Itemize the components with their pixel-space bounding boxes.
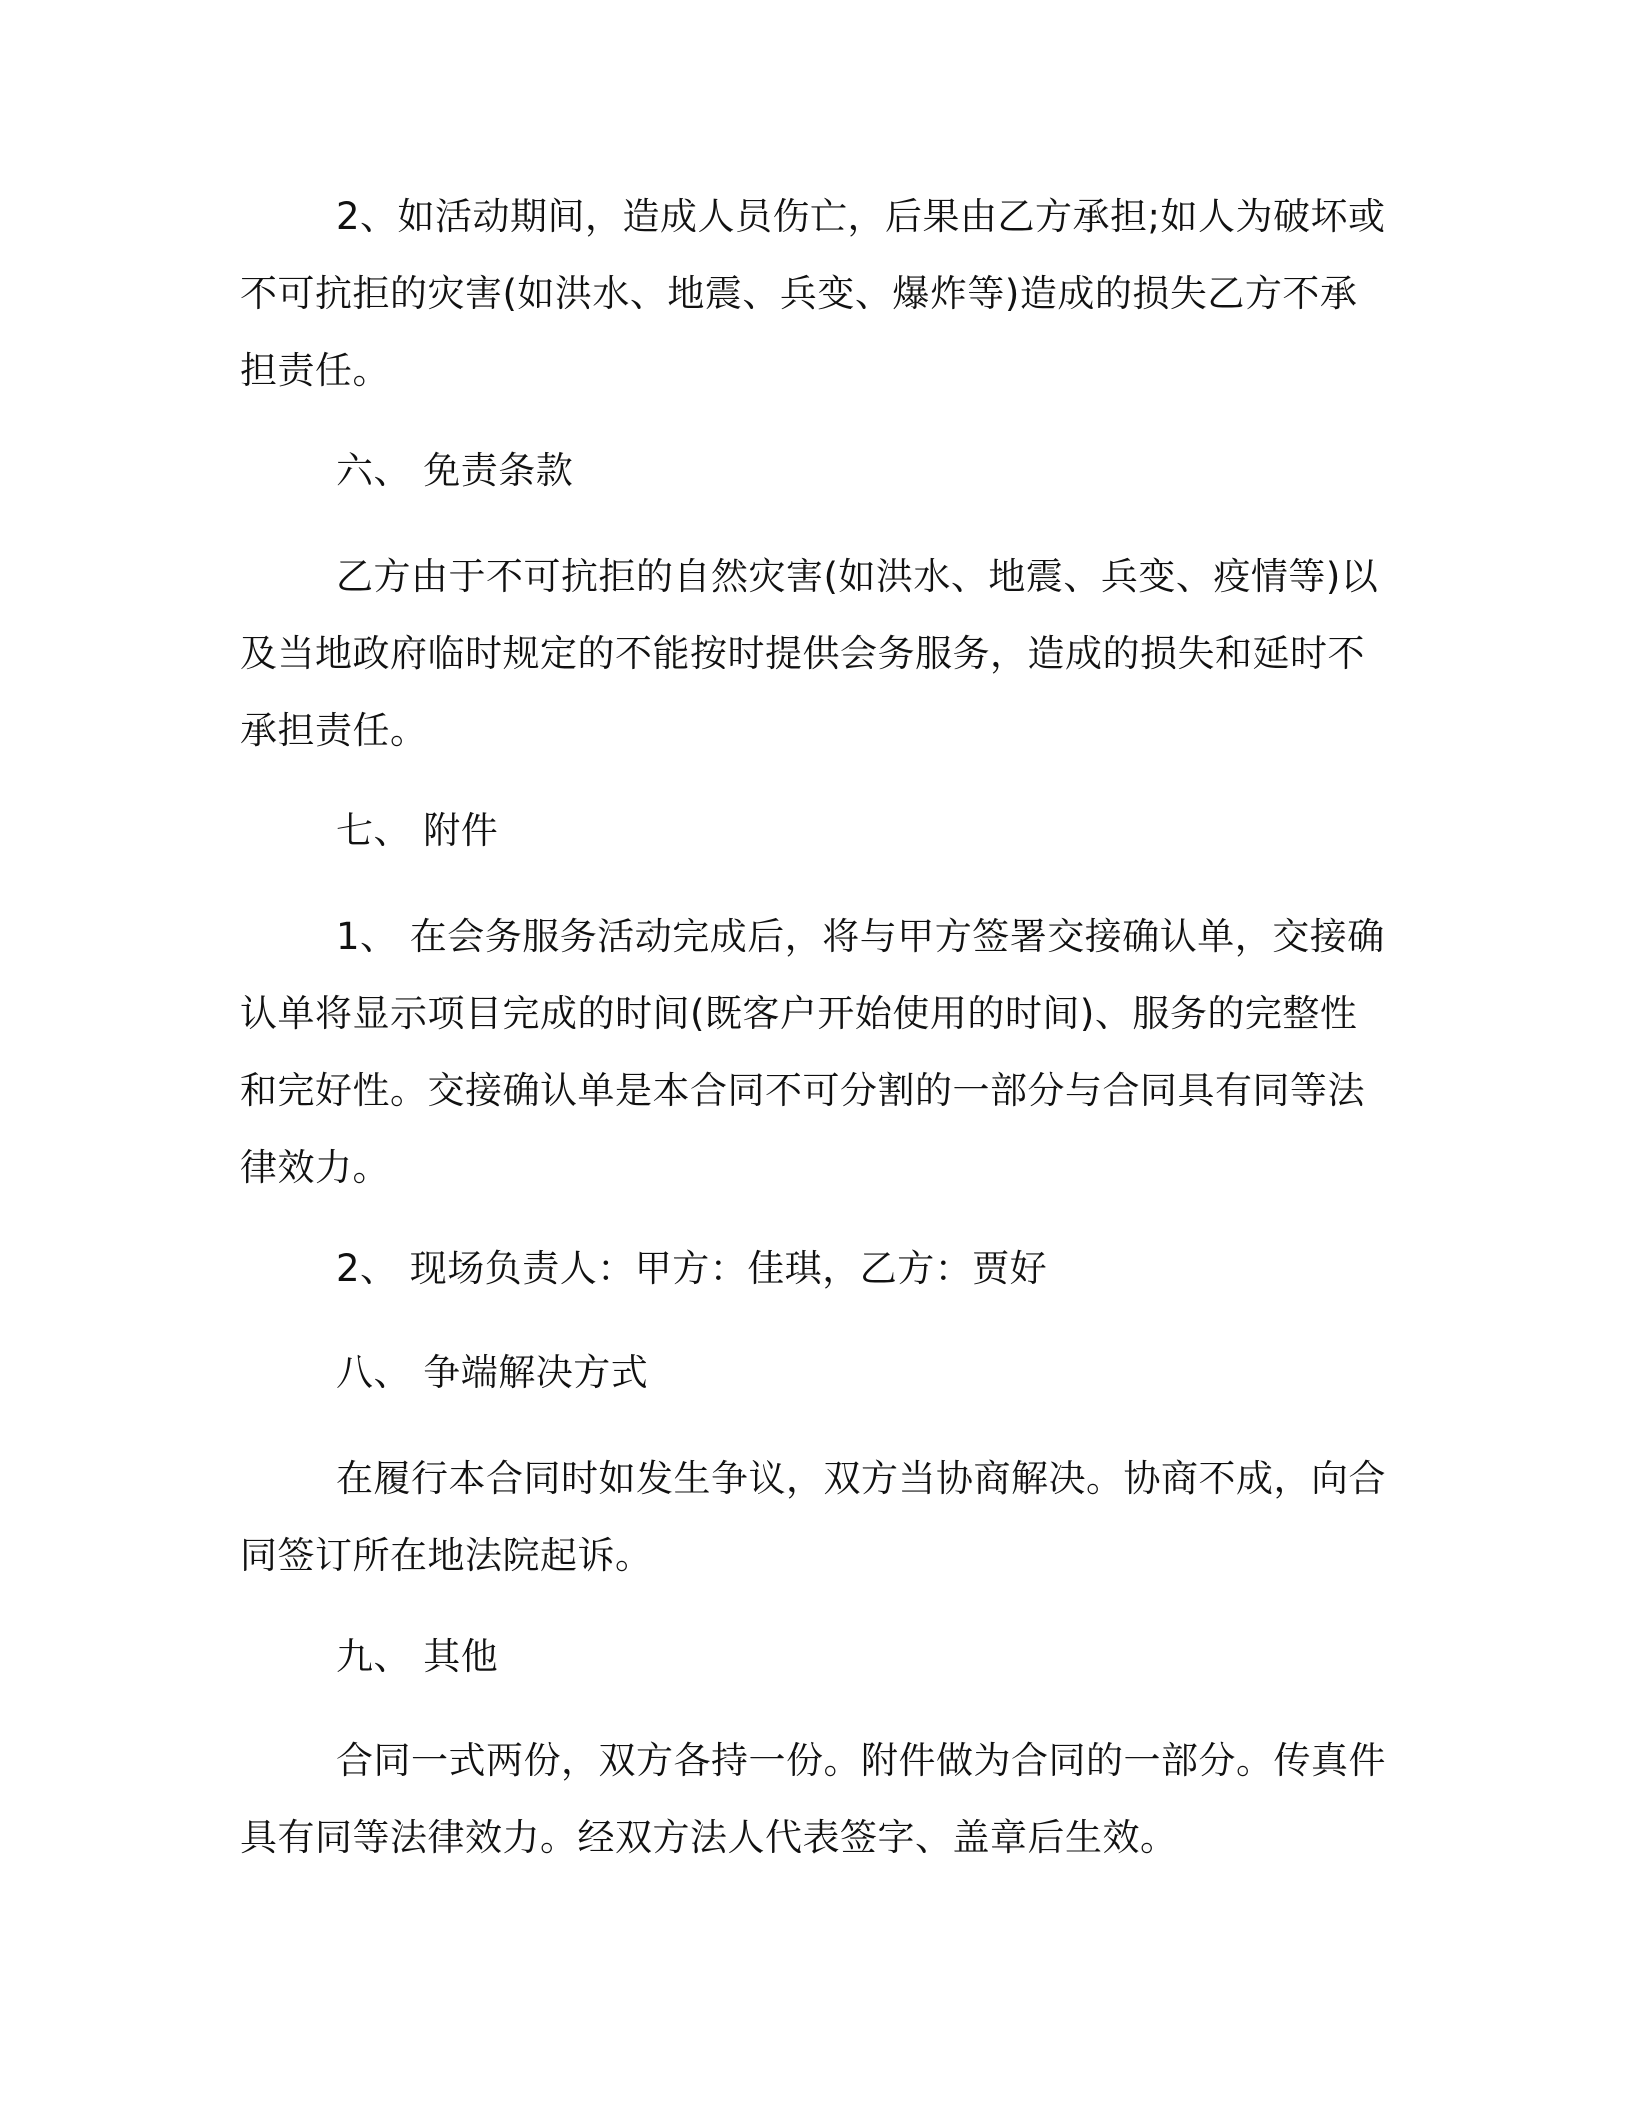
heading-section-8-dispute: 八、 争端解决方式 <box>336 1351 649 1394</box>
paragraph-dispute-resolution: 在履行本合同时如发生争议，双方当协商解决。协商不成，向合同签订所在地法院起诉。 <box>240 1457 1386 1577</box>
paragraph-attachment-2: 2、 现场负责人：甲方：佳琪，乙方：贾好 <box>336 1247 1048 1290</box>
paragraph-liability-clause-2: 2、如活动期间，造成人员伤亡，后果由乙方承担;如人为破坏或不可抗拒的灾害(如洪水、地震、兵变、爆炸等)造成的损失乙方不承担责任。 <box>240 195 1386 392</box>
paragraph-disclaimer: 乙方由于不可抗拒的自然灾害(如洪水、地震、兵变、疫情等)以及当地政府临时规定的不能按时提供会务服务，造成的损失和延时不承担责任。 <box>240 555 1379 752</box>
paragraph-other-terms: 合同一式两份，双方各持一份。附件做为合同的一部分。传真件具有同等法律效力。经双方法人代表签字、盖章后生效。 <box>240 1739 1386 1859</box>
heading-section-9-other: 九、 其他 <box>336 1635 499 1678</box>
heading-section-6-disclaimer: 六、 免责条款 <box>336 449 574 492</box>
heading-section-7-attachments: 七、 附件 <box>336 809 499 852</box>
paragraph-attachment-1: 1、 在会务服务活动完成后，将与甲方签署交接确认单，交接确认单将显示项目完成的时间(既客户开始使用的时间)、服务的完整性和完好性。交接确认单是本合同不可分割的一部分与合同具有同等法律效力。 <box>240 915 1385 1189</box>
